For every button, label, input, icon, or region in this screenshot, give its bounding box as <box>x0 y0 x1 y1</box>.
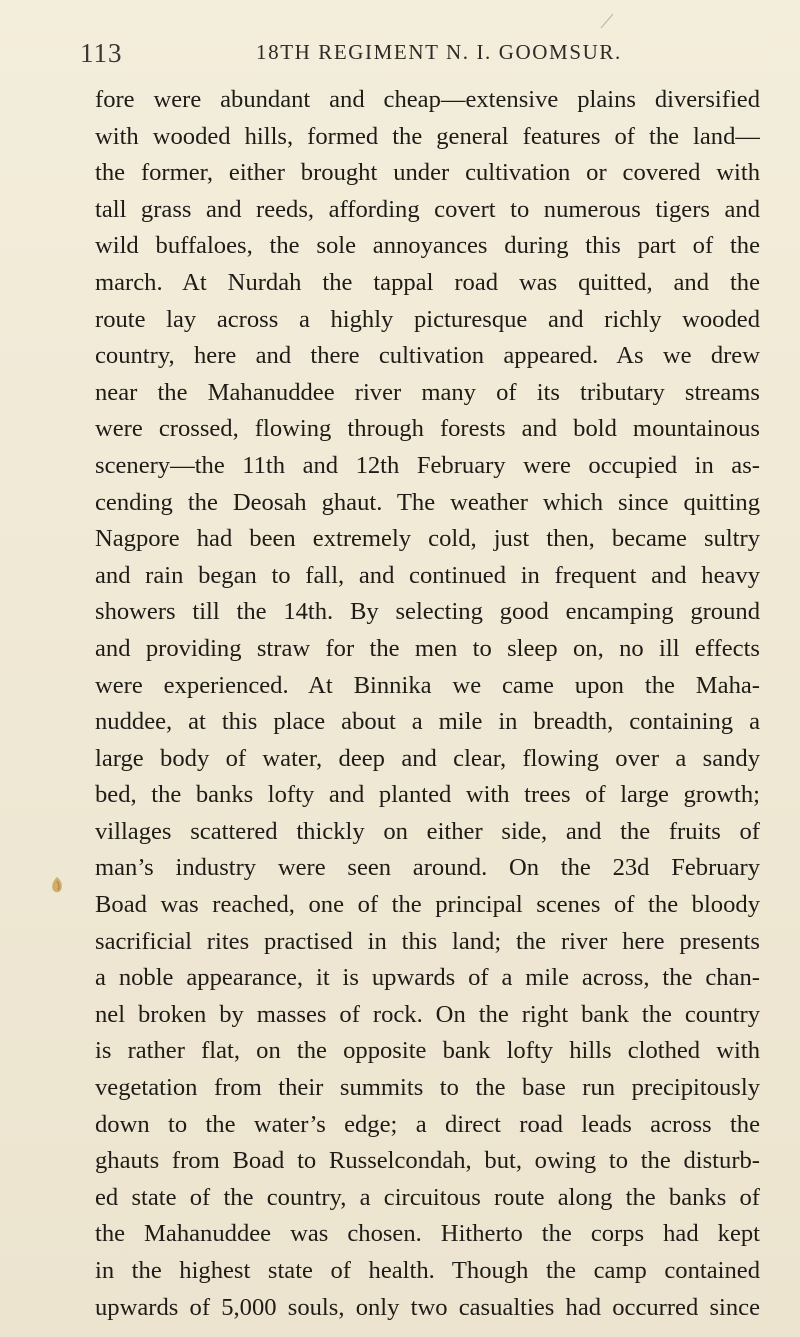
text-line: sacrificial rites practised in this land; the river here presents <box>95 927 760 955</box>
pencil-mark-icon <box>598 12 616 30</box>
text-line: were crossed, flowing through forests and bold mountainous <box>95 415 760 443</box>
text-line: villages scattered thickly on either side, and the fruits of <box>95 817 760 845</box>
text-line: Nagpore had been extremely cold, just then, became sultry <box>95 525 760 553</box>
text-line: route lay across a highly picturesque and richly wooded <box>95 305 760 333</box>
text-line: Boad was reached, one of the principal scenes of the bloody <box>95 891 760 919</box>
text-line: country, here and there cultivation appeared. As we drew <box>95 342 760 370</box>
text-line: fore were abundant and cheap—extensive plains diversified <box>95 86 760 113</box>
text-line: upwards of 5,000 souls, only two casualties had occurred since <box>95 1293 760 1321</box>
page-header <box>80 38 760 78</box>
text-line: is rather flat, on the opposite bank lofty hills clothed with <box>95 1037 760 1065</box>
text-line: ghauts from Boad to Russelcondah, but, owing to the disturb- <box>95 1147 760 1175</box>
text-line: the former, either brought under cultivation or covered with <box>95 159 760 187</box>
body-text <box>95 82 760 1326</box>
running-head: 18TH REGIMENT N. I. GOOMSUR. <box>256 40 622 64</box>
text-line: cending the Deosah ghaut. The weather which since quitting <box>95 488 760 516</box>
text-line: showers till the 14th. By selecting good encamping ground <box>95 598 760 626</box>
text-line: nuddee, at this place about a mile in breadth, containing a <box>95 708 760 736</box>
text-line: ed state of the country, a circuitous route along the banks of <box>95 1183 760 1211</box>
text-line: near the Mahanuddee river many of its tributary streams <box>95 378 760 406</box>
text-line: vegetation from their summits to the base run precipitously <box>95 1074 760 1102</box>
text-line: were experienced. At Binnika we came upon the Maha- <box>95 671 760 699</box>
text-line: wild buffaloes, the sole annoyances during this part of the <box>95 232 760 260</box>
text-line: the Mahanuddee was chosen. Hitherto the corps had kept <box>95 1220 760 1248</box>
text-line: scenery—the 11th and 12th February were occupied in as- <box>95 451 760 479</box>
text-line: nel broken by masses of rock. On the right bank the country <box>95 1000 760 1028</box>
text-line: with wooded hills, formed the general features of the land— <box>95 122 760 150</box>
text-line: down to the water’s edge; a direct road leads across the <box>95 1110 760 1138</box>
text-line: bed, the banks lofty and planted with trees of large growth; <box>95 781 760 809</box>
text-line: a noble appearance, it is upwards of a mile across, the chan- <box>95 964 760 992</box>
text-line: man’s industry were seen around. On the 23d February <box>95 854 760 882</box>
text-line: tall grass and reeds, affording covert to numerous tigers and <box>95 195 760 223</box>
text-line: march. At Nurdah the tappal road was quitted, and the <box>95 268 760 296</box>
page-number: 113 <box>80 38 123 68</box>
text-line: in the highest state of health. Though the camp contained <box>95 1257 760 1284</box>
text-line: and providing straw for the men to sleep on, no ill effects <box>95 634 760 662</box>
text-line: large body of water, deep and clear, flowing over a sandy <box>95 744 760 772</box>
margin-stain-icon <box>50 876 64 894</box>
text-line: and rain began to fall, and continued in frequent and heavy <box>95 561 760 589</box>
